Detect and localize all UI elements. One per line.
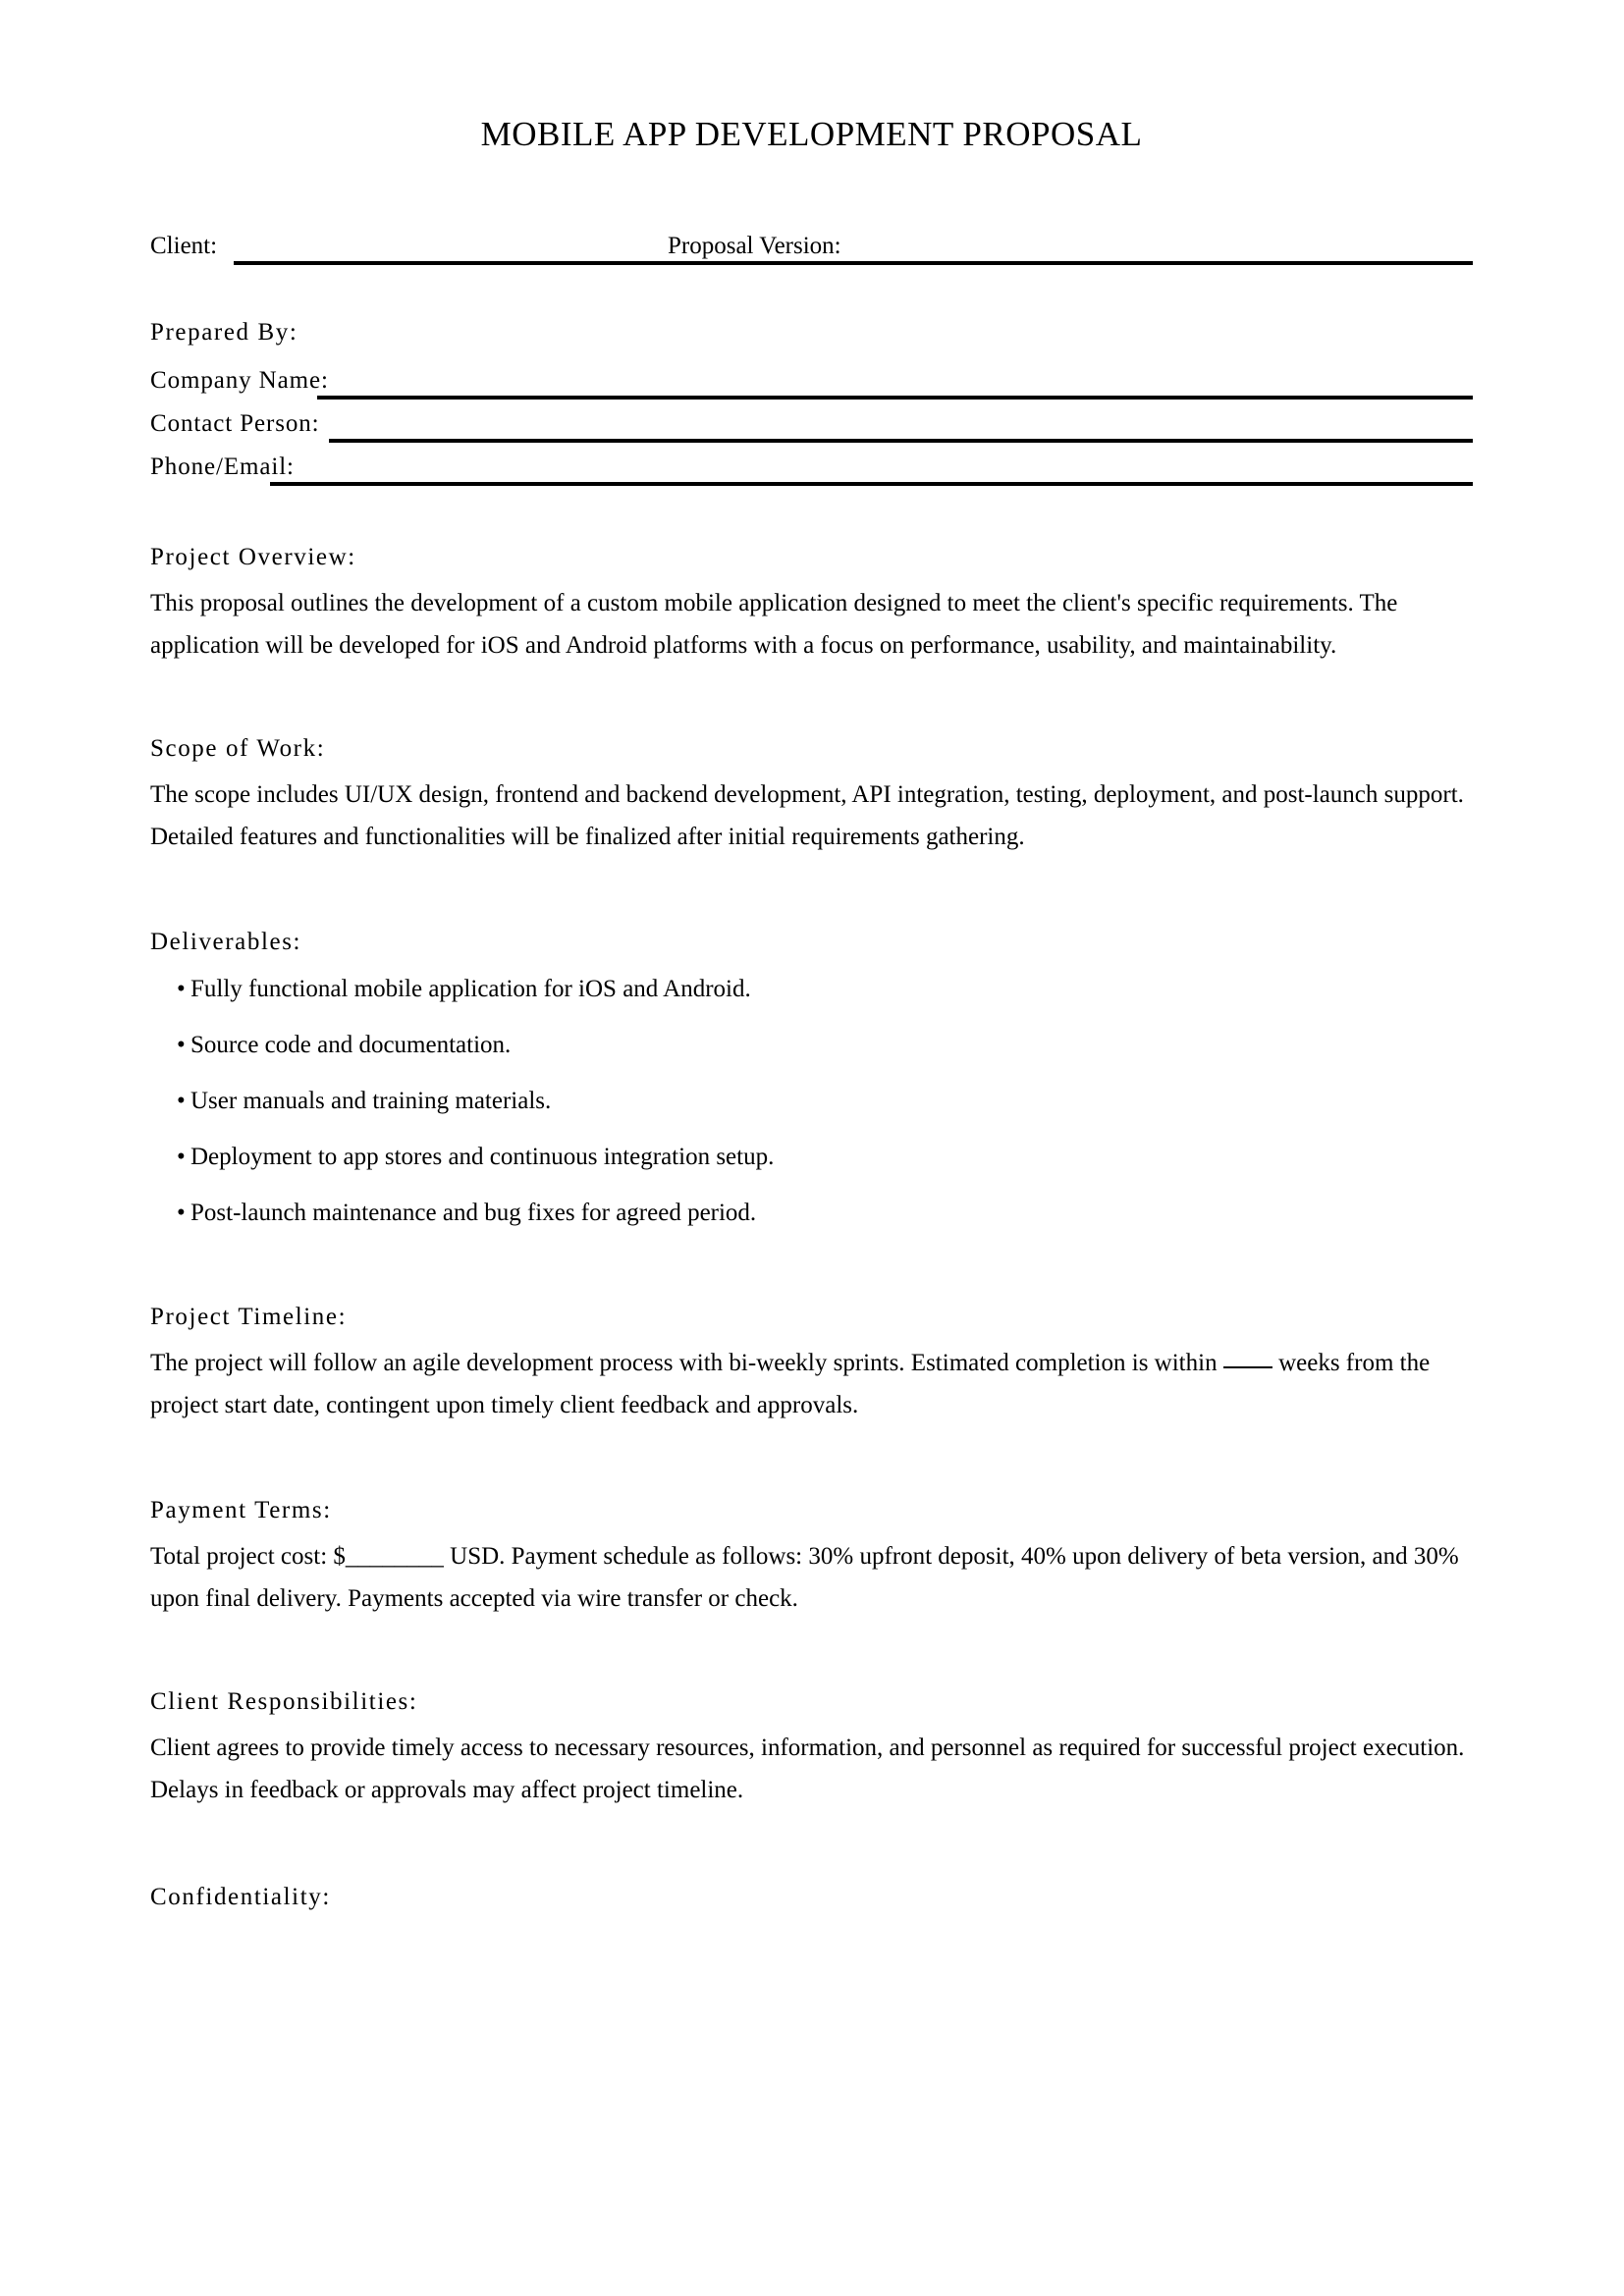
document-title: MOBILE APP DEVELOPMENT PROPOSAL (480, 115, 1143, 153)
section-project-overview (150, 540, 1473, 667)
client-responsibilities-heading: Client Responsibilities: (150, 1687, 418, 1715)
list-item-label: Deployment to app stores and continuous integration setup. (190, 1143, 775, 1170)
company-name-input-rule[interactable] (317, 396, 1473, 400)
prepared-by-label: Prepared By: (150, 318, 298, 346)
section-deliverables (150, 925, 1473, 1231)
project-timeline-body-part1: The project will follow an agile development process with bi-weekly sprints. Estimated completion is within (150, 1349, 1223, 1376)
company-name-field-row (150, 359, 1473, 402)
list-item (150, 972, 1473, 1007)
list-item (150, 1028, 1473, 1063)
phone-email-label: Phone/Email: (150, 453, 295, 480)
project-overview-heading: Project Overview: (150, 543, 356, 570)
payment-terms-body: Total project cost: $________ USD. Payment schedule as follows: 30% upfront deposit, 40% upon delivery of beta version, and 30% upon final delivery. Payments accepted via wire transfer or check. (150, 1542, 1459, 1612)
timeline-weeks-blank[interactable] (1223, 1366, 1272, 1368)
project-timeline-body (150, 1342, 1473, 1426)
company-name-label: Company Name: (150, 366, 329, 394)
bullet-icon: • (177, 975, 186, 1002)
client-version-input-rule[interactable] (234, 261, 1473, 265)
bullet-icon: • (177, 1143, 186, 1170)
deliverables-heading: Deliverables: (150, 928, 302, 955)
project-timeline-heading: Project Timeline: (150, 1303, 348, 1330)
deliverables-list (150, 972, 1473, 1231)
section-payment-terms (150, 1493, 1473, 1620)
phone-email-field-row (150, 446, 1473, 489)
scope-of-work-body: The scope includes UI/UX design, frontend and backend development, API integration, testing, deployment, and post-launch support. Detailed features and functionalities will be finalized after initial requirements gathering. (150, 780, 1464, 850)
project-timeline-body-part2: weeks from the project start date, contingent upon timely client feedback and approvals. (150, 1349, 1431, 1418)
contact-person-label: Contact Person: (150, 409, 320, 437)
contact-person-input-rule[interactable] (329, 439, 1473, 443)
bullet-icon: • (177, 1087, 186, 1114)
list-item (150, 1140, 1473, 1175)
prepared-by-block (150, 317, 1473, 489)
client-label: Client: (150, 232, 218, 259)
contact-person-field-row (150, 402, 1473, 446)
section-confidentiality (150, 1880, 1473, 1915)
list-item (150, 1196, 1473, 1231)
list-item-label: Post-launch maintenance and bug fixes for agreed period. (190, 1199, 757, 1226)
client-version-block (150, 225, 1473, 268)
bullet-icon: • (177, 1199, 186, 1226)
project-overview-body: This proposal outlines the development of a custom mobile application designed to meet the client's specific requirements. The application will be developed for iOS and Android platforms with a focus on performance, usability, and maintainability. (150, 589, 1398, 659)
list-item-label: Fully functional mobile application for iOS and Android. (190, 975, 751, 1002)
section-client-responsibilities (150, 1684, 1473, 1811)
section-project-timeline (150, 1300, 1473, 1426)
client-field-row (150, 225, 1473, 268)
list-item (150, 1084, 1473, 1119)
list-item-label: Source code and documentation. (190, 1031, 512, 1058)
client-responsibilities-body: Client agrees to provide timely access to necessary resources, information, and personnel as required for successful project execution. Delays in feedback or approvals may affect project timeline. (150, 1734, 1465, 1803)
section-scope-of-work (150, 731, 1473, 858)
payment-terms-heading: Payment Terms: (150, 1496, 332, 1523)
bullet-icon: • (177, 1031, 186, 1058)
document-content (150, 0, 1473, 1922)
phone-email-input-rule[interactable] (270, 482, 1473, 486)
proposal-version-label: Proposal Version: (668, 232, 841, 259)
scope-of-work-heading: Scope of Work: (150, 734, 326, 762)
list-item-label: User manuals and training materials. (190, 1087, 552, 1114)
confidentiality-heading: Confidentiality: (150, 1883, 331, 1910)
